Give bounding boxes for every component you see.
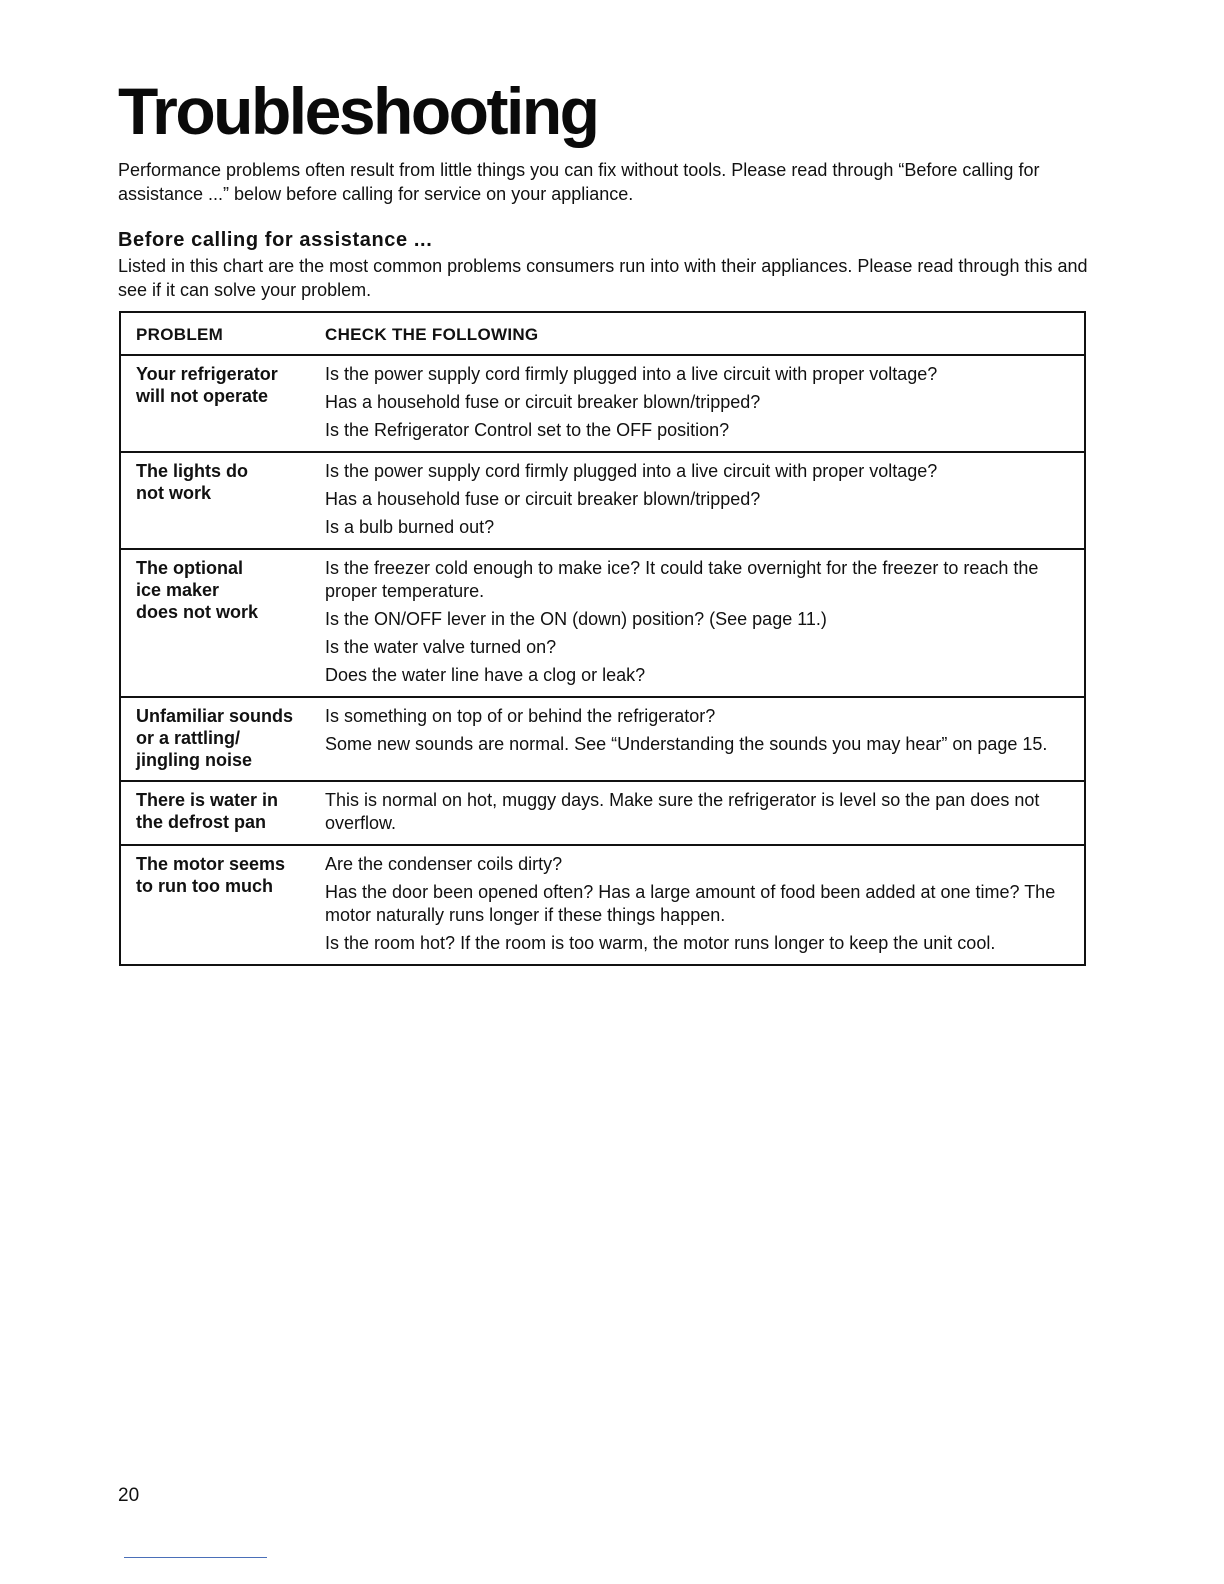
problem-cell: There is water in the defrost pan [136, 790, 279, 832]
page-number: 20 [118, 1485, 140, 1506]
check-item: Is the power supply cord firmly plugged into a live circuit with proper voltage? [325, 461, 938, 481]
section-heading: Before calling for assistance ... [118, 229, 433, 251]
check-item: Is the ON/OFF lever in the ON (down) position? (See page 11.) [325, 609, 827, 629]
problem-cell: The motor seems to run too much [136, 854, 286, 896]
table-row [121, 780, 1084, 844]
check-item: Has a household fuse or circuit breaker blown/tripped? [325, 392, 761, 412]
check-list [325, 460, 1078, 539]
check-item: Is the freezer cold enough to make ice? It could take overnight for the freezer to reach the proper temperature. [325, 558, 1039, 601]
check-item: Does the water line have a clog or leak? [325, 665, 646, 685]
checks-cell [325, 460, 1084, 539]
problem-cell: The lights do not work [136, 461, 248, 503]
problem-cell: Your refrigerator will not operate [136, 364, 278, 406]
check-list [325, 557, 1078, 687]
check-list [325, 853, 1078, 955]
section-intro-paragraph: Listed in this chart are the most common problems consumers run into with their appliances. Please read through this and see if it can solve your problem. [118, 256, 1088, 300]
check-item: Is the power supply cord firmly plugged into a live circuit with proper voltage? [325, 364, 938, 384]
intro-paragraph: Performance problems often result from little things you can fix without tools. Please read through “Before calling for assistance ...” below before calling for service on your appliance. [118, 160, 1040, 204]
check-item: Is something on top of or behind the refrigerator? [325, 706, 716, 726]
check-item: Is the water valve turned on? [325, 637, 557, 657]
problem-cell: Unfamiliar sounds or a rattling/ jingling noise [136, 706, 294, 770]
check-list [325, 705, 1078, 756]
table-row [121, 696, 1084, 780]
check-item: Has a household fuse or circuit breaker blown/tripped? [325, 489, 761, 509]
column-header-problem: PROBLEM [136, 325, 224, 344]
checks-cell [325, 789, 1084, 835]
table-row [121, 844, 1084, 964]
check-item: Is the room hot? If the room is too warm, the motor runs longer to keep the unit cool. [325, 933, 996, 953]
check-item: Has the door been opened often? Has a large amount of food been added at one time? The motor naturally runs longer if these things happen. [325, 882, 1056, 925]
checks-cell [325, 363, 1084, 442]
check-list [325, 789, 1078, 835]
bottom-rule [124, 1557, 267, 1558]
check-item: Are the condenser coils dirty? [325, 854, 563, 874]
table-row [121, 354, 1084, 451]
troubleshooting-table [119, 311, 1086, 966]
check-item: Is the Refrigerator Control set to the OFF position? [325, 420, 730, 440]
check-list [325, 363, 1078, 442]
problem-cell: The optional ice maker does not work [136, 558, 259, 622]
table-row [121, 548, 1084, 696]
check-item: This is normal on hot, muggy days. Make sure the refrigerator is level so the pan does not overflow. [325, 790, 1040, 833]
check-item: Some new sounds are normal. See “Understanding the sounds you may hear” on page 15. [325, 734, 1048, 754]
column-header-check: CHECK THE FOLLOWING [325, 325, 539, 344]
checks-cell [325, 557, 1084, 687]
page-title: Troubleshooting [118, 74, 598, 148]
table-row [121, 451, 1084, 548]
check-item: Is a bulb burned out? [325, 517, 495, 537]
checks-cell [325, 853, 1084, 955]
table-header-row [121, 313, 1084, 354]
checks-cell [325, 705, 1084, 771]
